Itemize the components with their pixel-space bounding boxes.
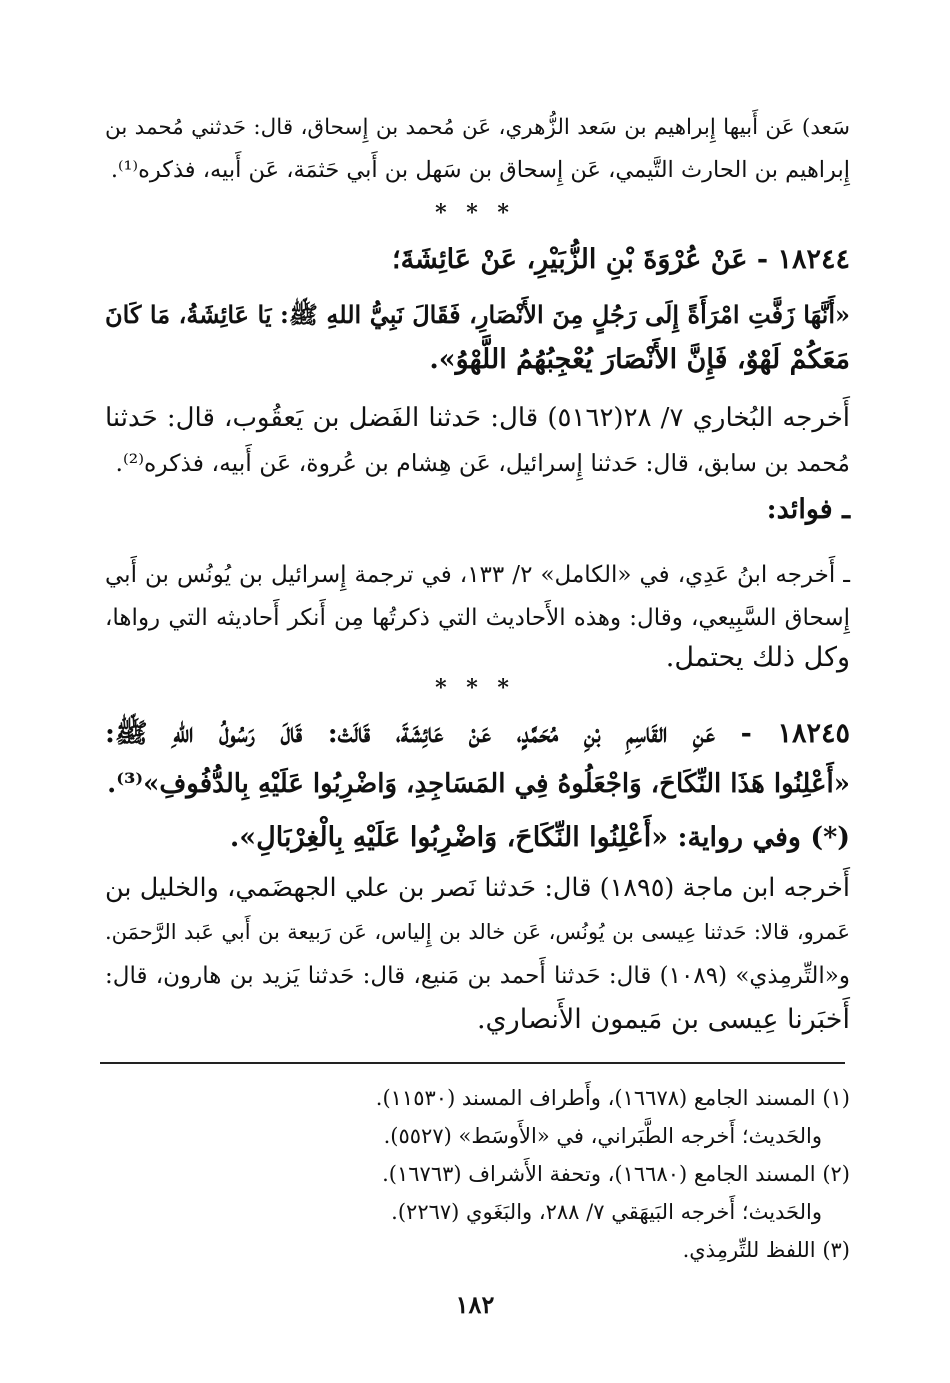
hadith-text-line: «أَعْلِنُوا هَذَا النِّكَاحَ، وَاجْعَلُوهُ فِي المَسَاجِدِ، وَاضْرِبُوا عَلَيْهِ بِالدُّفُوفِ»⁽³⁾. [107,769,850,799]
footnote: (٣) اللفظ للتِّرمِذي. [682,1238,850,1262]
hadith-text-line: «أَنَّهَا زَفَّتِ امْرَأَةً إِلَى رَجُلٍ مِنَ الأَنْصَارِ، فَقَالَ نَبِيُّ اللهِ ﷺ: يَا عَائِشَةُ، مَا كَانَ [105,300,850,329]
text-line: أَخرجه ابن ماجة (١٨٩٥) قال: حَدثنا نَصر بن علي الجهضَمي، والخليل بن [105,873,850,903]
text-line: ـ أَخرجه ابنُ عَدِي، في «الكامل» ٢/ ١٣٣، في ترجمة إِسرائيل بن يُونُس بن أَبي [105,562,850,588]
text-line: و«التِّرمِذي» (١٠٨٩) قال: حَدثنا أَحمد بن مَنيع، قال: حَدثنا يَزيد بن هارون، قال: [105,963,850,989]
text-line: عَمرو، قالا: حَدثنا عِيسى بن يُونُس، عَن خالد بن إِلياس، عَن رَبيعة بن أَبي عَبد الرَّحمَن. [105,920,850,944]
footnote: والحَديث؛ أَخرجه الطَّبَراني، في «الأَوسَط» (٥٥٢٧). [383,1124,822,1148]
text-line: مُحمد بن سابق، قال: حَدثنا إِسرائيل، عَن هِشام بن عُروة، عَن أَبيه، فذكره⁽²⁾. [115,449,850,477]
section-separator: * * * [435,675,515,701]
page-number: ١٨٢ [455,1290,495,1319]
footnote: (٢) المسند الجامع (١٦٦٨٠)، وتحفة الأَشراف (١٦٧٦٣). [382,1162,850,1186]
footnote: (١) المسند الجامع (١٦٦٧٨)، وأَطراف المسند (١١٥٣٠). [375,1086,850,1110]
hadith-heading: ١٨٢٤٥ - عَنِ القَاسِمِ بْنِ مُحَمَّدٍ، عَنْ عَائِشَةَ، قَالَتْ: قَالَ رَسُولُ اللهِ ﷺ: [105,718,850,749]
footnote-divider [100,1062,845,1064]
hadith-text-line: مَعَكُمْ لَهْوٌ، فَإِنَّ الأَنْصَارَ يُعْجِبُهُمُ اللَّهْوُ». [429,344,850,375]
footnote: والحَديث؛ أَخرجه البَيهَقي ٧/ ٢٨٨، والبَغَوي (٢٢٦٧). [391,1200,822,1224]
text-line: سَعد) عَن أَبيها إِبراهيم بن سَعد الزُّهري، عَن مُحمد بن إِسحاق، قال: حَدثني مُحمد بن [105,115,850,140]
text-line: وكل ذلك يحتمل. [665,642,850,673]
text-line: إِسحاق السَّبِيعي، وقال: وهذه الأَحاديث التي ذكرتُها مِن أَنكر أَحاديثه التي رواها، [105,605,850,631]
hadith-heading: ١٨٢٤٤ - عَنْ عُرْوَةَ بْنِ الزُّبَيْرِ، عَنْ عَائِشَةَ؛ [391,244,850,275]
text-line: أَخرجه البُخاري ٧/ ٢٨(٥١٦٢) قال: حَدثنا الفَضل بن يَعقُوب، قال: حَدثنا [105,403,850,433]
text-line: أَخبَرنا عِيسى بن مَيمون الأَنصاري. [476,1004,850,1035]
hadith-text-line: (*) وفي رواية: «أَعْلِنُوا النِّكَاحَ، وَاضْرِبُوا عَلَيْهِ بِالْغِرْبَالِ». [229,822,850,853]
text-line: إِبراهيم بن الحارث التَّيمي، عَن إِسحاق بن سَهل بن أَبي حَثمَة، عَن أَبيه، فذكره⁽¹⁾. [110,157,850,183]
benefits-heading: ـ فوائد: [766,494,850,525]
section-separator: * * * [435,200,515,226]
